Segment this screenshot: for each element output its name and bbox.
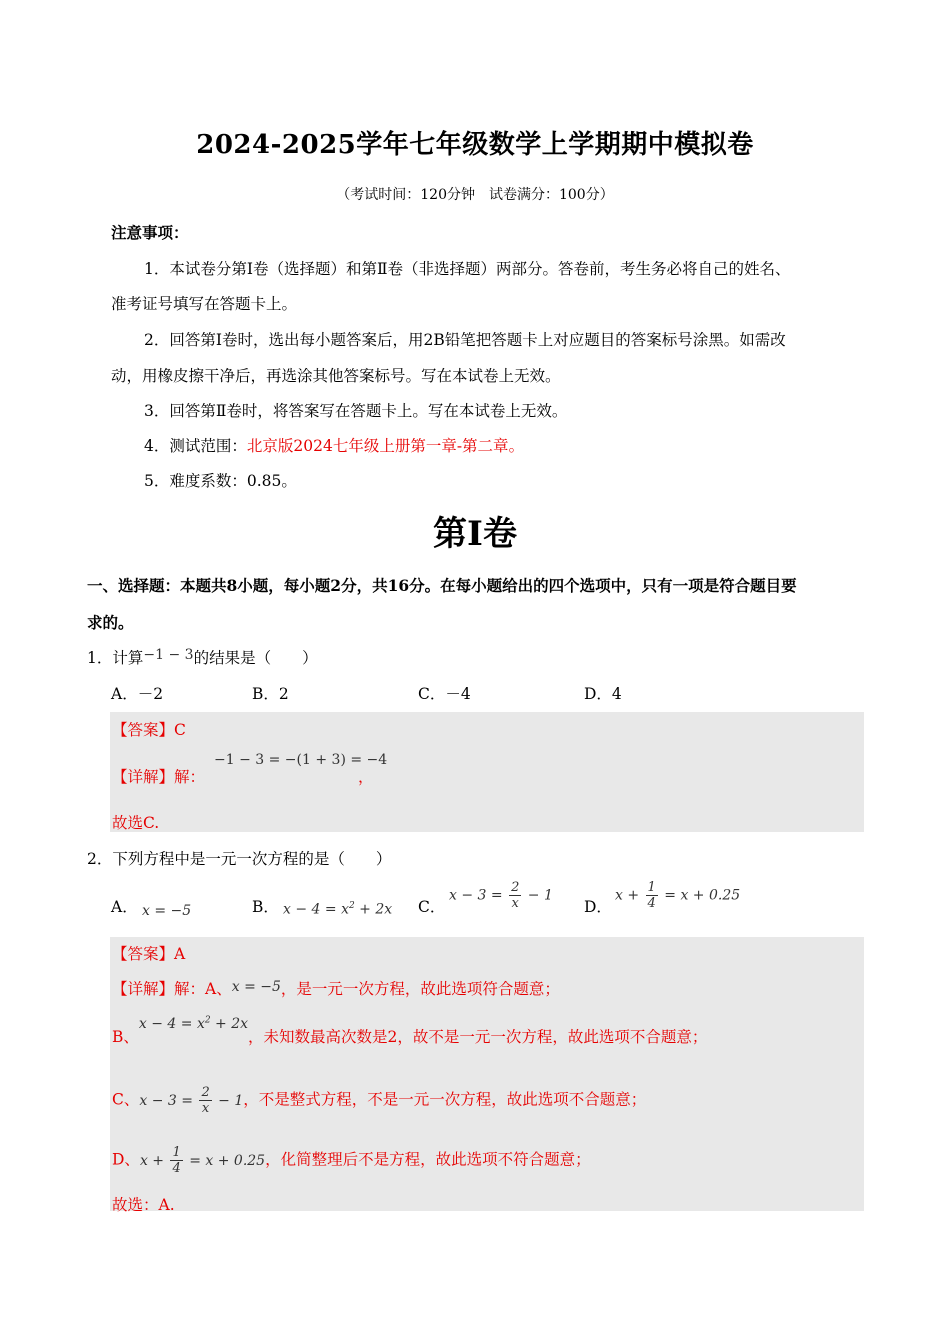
section-heading-line1: 一、选择题：本题共8小题，每小题2分，共16分。在每小题给出的四个选项中，只有一项是符合题目要 xyxy=(87,576,797,595)
test-range: 北京版2024七年级上册第一章-第二章 xyxy=(246,437,509,455)
q2-conclusion: 故选：A. xyxy=(112,1196,175,1214)
q1-conclusion: 故选C. xyxy=(112,814,160,832)
notice-item-1a: 1．本试卷分第Ⅰ卷（选择题）和第Ⅱ卷（非选择题）两部分。答卷前，考生务必将自己的姓名、 xyxy=(144,260,791,278)
exam-title: 2024-2025学年七年级数学上学期期中模拟卷 xyxy=(196,130,754,160)
q2-detail-c: C、x − 3 = $\frac{2}{x}$ − 1，不是整式方程，不是一元一次方程，故此选项不合题意； xyxy=(112,1085,647,1116)
q1-expression: −1 − 3 xyxy=(143,647,194,663)
notice-item-2a: 2．回答第Ⅰ卷时，选出每小题答案后，用2B铅笔把答题卡上对应题目的答案标号涂黑。如需改 xyxy=(144,331,786,349)
question-2: 2．下列方程中是一元一次方程的是（ ） xyxy=(87,850,392,868)
q2-detail-b: B、$x - 4 = x^2 + 2x$，未知数最高次数是2，故不是一元一次方程，故此选项不合题意； xyxy=(112,1015,708,1046)
volume-title: 第Ⅰ卷 xyxy=(433,514,517,554)
q2-option-a: x = −5 xyxy=(142,903,192,919)
q2-detail-a: 【详解】解：A、x = −5，是一元一次方程，故此选项符合题意； xyxy=(112,979,560,998)
q2-option-b: $x - 4 = x^2 + 2x$ xyxy=(283,901,393,918)
notice-item-1b: 准考证号填写在答题卡上。 xyxy=(111,295,298,313)
q1-answer: 【答案】C xyxy=(112,721,186,739)
q1-option-b: B．2 xyxy=(252,685,289,703)
notice-item-3: 3．回答第Ⅱ卷时，将答案写在答题卡上。写在本试卷上无效。 xyxy=(144,402,568,420)
notice-item-4: 4．测试范围：北京版2024七年级上册第一章-第二章。 xyxy=(144,437,525,455)
q1-detail-label: 【详解】解： xyxy=(112,768,206,786)
q1-option-c: C．－4 xyxy=(418,685,471,703)
exam-subtitle: （考试时间：120分钟 试卷满分：100分） xyxy=(336,187,614,203)
section-heading-line2: 求的。 xyxy=(87,613,134,632)
q1-option-d: D．4 xyxy=(584,685,622,703)
question-1: 1．计算−1 − 3的结果是（ ） xyxy=(87,647,318,667)
q1-detail-expression: −1 − 3 = −(1 + 3) = −4 xyxy=(214,752,388,768)
q2-option-c-label: C． xyxy=(418,898,446,916)
q2-answer: 【答案】A xyxy=(112,945,186,963)
notice-heading: 注意事项： xyxy=(111,223,189,242)
q2-option-b-label: B． xyxy=(252,898,279,916)
notice-item-2b: 动，用橡皮擦干净后，再选涂其他答案标号。写在本试卷上无效。 xyxy=(111,367,561,385)
q2-option-d: x + $\frac{1}{4}$ = x + 0.25 xyxy=(615,880,741,911)
q2-detail-d: D、x + $\frac{1}{4}$ = x + 0.25，化简整理后不是方程，故此选项不符合题意； xyxy=(112,1145,591,1176)
q1-answer-box xyxy=(110,712,864,832)
q2-option-a-label: A． xyxy=(111,898,138,916)
q1-detail-suffix: ， xyxy=(358,768,374,786)
q2-option-d-label: D． xyxy=(584,898,612,916)
notice-item-5: 5．难度系数：0.85。 xyxy=(144,472,297,490)
q2-option-c: x − 3 = $\frac{2}{x}$ − 1 xyxy=(449,880,553,911)
q1-option-a: A．－2 xyxy=(111,685,164,703)
